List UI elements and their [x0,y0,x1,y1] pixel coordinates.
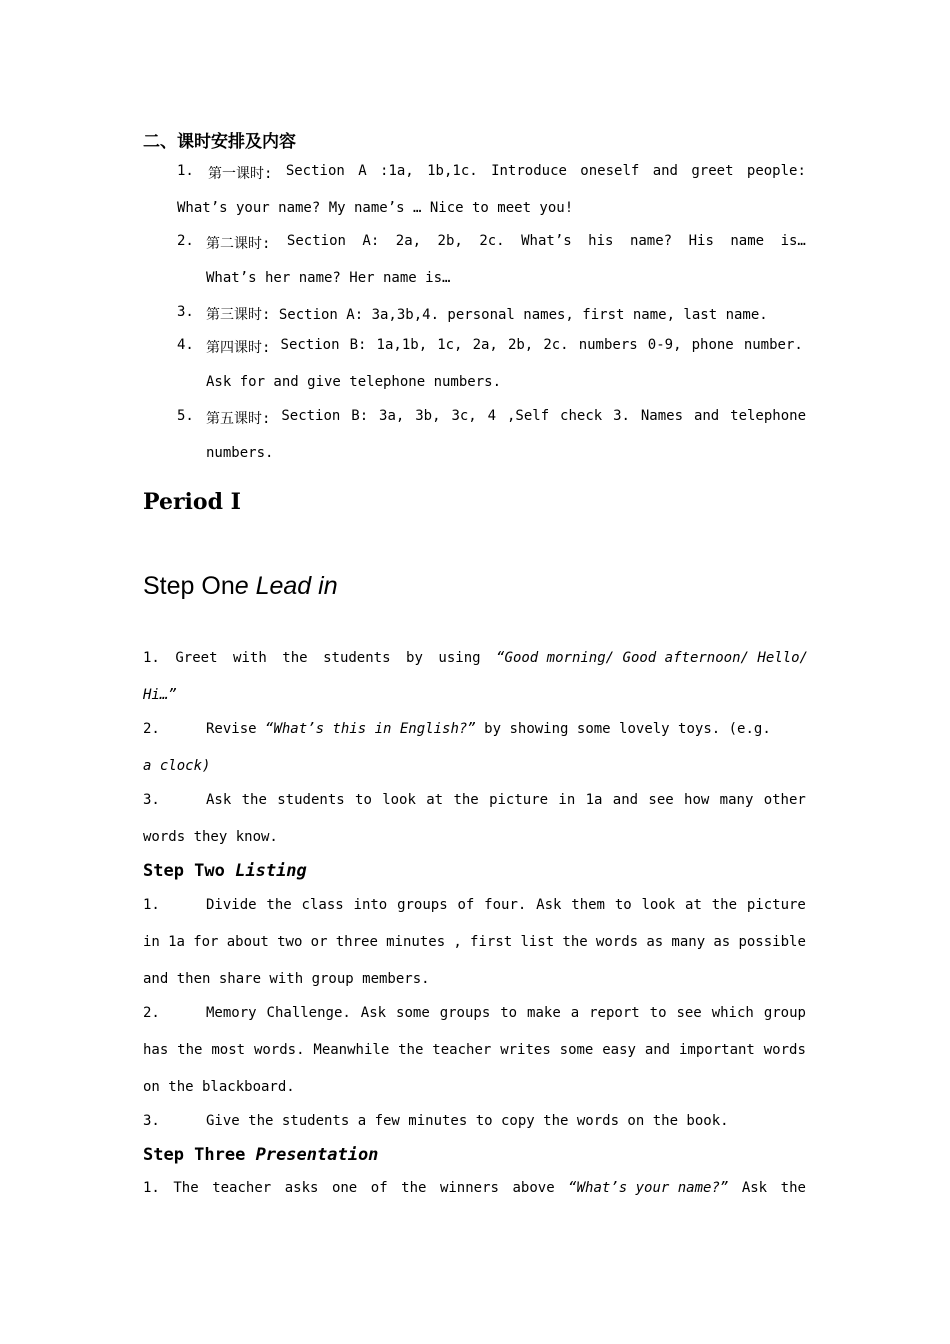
word: list [520,934,555,950]
word: groups [439,1005,491,1021]
word: to [500,1005,518,1021]
word: four. [484,897,527,913]
word: class [301,897,344,913]
word: a [570,1005,580,1021]
schedule-item-2-line1 [206,233,806,253]
word: and [652,163,678,179]
word: at [685,897,702,913]
word: Ask [360,1005,387,1021]
word: as [646,934,664,950]
word: phone [691,337,734,353]
lead-in-item-2-rest: by showing some lovely toys. (e.g. [484,721,771,737]
lead-in-item-2-number: 2. [143,721,160,737]
word: telephone [730,408,806,424]
schedule-item-2-number: 2. [177,233,194,249]
word: picture [746,897,806,913]
section-heading: 二、课时安排及内容 [143,132,296,152]
word: minutes [386,934,446,950]
word: Section [286,233,346,249]
listing-item-3-line1: Give the students a few minutes to copy the words on the book. [206,1113,729,1129]
word: the [177,1042,203,1058]
word: groups [397,897,448,913]
word: His [688,233,714,249]
listing-item-2-line3: on the blackboard. [143,1079,295,1095]
step-one-heading [143,572,338,601]
word: of [457,897,475,913]
word: words [763,1042,806,1058]
schedule-item-1-number: 1. [177,163,194,179]
word: 0-9, [647,337,682,353]
word: Greet [175,650,218,666]
step-one-italic: e Lead in [234,572,338,600]
word: and [644,1042,671,1058]
word: easy [602,1042,636,1058]
word: Section [281,408,341,424]
word: his [588,233,614,249]
schedule-item-1-line2: What’s your name? My name’s … Nice to meet you! [177,200,574,216]
word: with [233,650,267,666]
word: the [398,1042,424,1058]
word: about [226,934,269,950]
word: Section [280,337,340,353]
word: in [558,792,576,808]
word: above [512,1180,555,1196]
word: 第二课时: [206,236,271,252]
schedule-item-3-number: 3. [177,304,194,320]
word: look [382,792,416,808]
word: 第五课时: [206,411,271,427]
word: the [241,792,267,808]
schedule-item-2-line2: What’s her name? Her name is… [206,270,451,286]
listing-item-2-line1 [206,1005,806,1021]
presentation-item-1-line1 [143,1180,806,1196]
step-three-plain: Step Three [143,1145,256,1165]
word: the [401,1180,427,1196]
word: at [426,792,444,808]
word: writes [500,1042,551,1058]
word: 1a,1b, [376,337,428,353]
word: two [277,934,303,950]
word: some [559,1042,594,1058]
period-title: Period Ⅰ [143,489,241,515]
word: oneself [580,163,640,179]
schedule-item-4-number: 4. [177,337,194,353]
word: important [679,1042,755,1058]
step-two-heading [143,861,307,881]
word: is… [780,233,806,249]
word: into [353,897,388,913]
word: 2b, [437,233,463,249]
word: to [649,1005,667,1021]
word: first [470,934,513,950]
word: the [282,650,308,666]
word: many [719,792,754,808]
word: B: [351,408,369,424]
word: Memory [206,1005,257,1021]
word: 2a, [395,233,422,249]
word: 1a [585,792,603,808]
word: the [562,934,588,950]
word: 3. [613,408,630,424]
lead-in-item-3-line2: words they know. [143,829,278,845]
schedule-item-5-number: 5. [177,408,194,424]
word: number. [743,337,803,353]
word: 第一课时: [208,166,273,182]
word: asks [284,1180,319,1196]
presentation-item-1-quote: “What’s your name?” [568,1180,729,1196]
word: has [143,1042,169,1058]
word: as [713,934,731,950]
schedule-item-3-line1: 第三课时: Section A: 3a,3b,4. personal names, first name, last name. [206,307,768,323]
word: see [648,792,674,808]
word: 2b, [507,337,534,353]
word: words. [253,1042,305,1058]
word: 2a, [472,337,498,353]
word: them [571,897,605,913]
word: 3b, [415,408,441,424]
word: people: [746,163,806,179]
word: Ask [741,1180,768,1196]
schedule-item-4-line1 [206,337,803,357]
word: A [358,163,367,179]
schedule-item-1-line1 [208,163,806,183]
word: greet [691,163,734,179]
word: words [595,934,639,950]
word: 3c, [451,408,477,424]
word: Meanwhile [313,1042,390,1058]
word: 2c. [543,337,569,353]
schedule-item-4-line2: Ask for and give telephone numbers. [206,374,502,390]
word: using [438,650,481,666]
word: the [453,792,479,808]
word: Introduce [491,163,567,179]
word: and [693,408,720,424]
word: ,Self [506,408,550,424]
word: name? [629,233,673,249]
word: see [676,1005,702,1021]
word: many [671,934,706,950]
word: 第四课时: [206,340,271,356]
word: , [453,934,462,950]
word: A: [362,233,380,249]
word: Section [285,163,345,179]
lead-in-item-2-verb: Revise [206,721,257,737]
word: to [355,792,372,808]
lead-in-item-1-quote: “Good morning/ Good afternoon/ Hello/ [496,650,808,666]
word: group [763,1005,806,1021]
word: check [560,408,603,424]
lead-in-item-2-quote: “What’s this in English?” [265,721,476,737]
word: some [396,1005,430,1021]
lead-in-item-3-number: 3. [143,792,160,808]
listing-item-2-line2 [143,1042,806,1058]
word: B: [349,337,367,353]
word: 4 [487,408,497,424]
word: make [527,1005,561,1021]
word: the [780,1180,806,1196]
listing-item-1-number: 1. [143,897,160,913]
listing-item-1-line3: and then share with group members. [143,971,430,987]
word: 1a [168,934,185,950]
lead-in-item-2-line2 [143,758,210,774]
word: 3a, [379,408,405,424]
word: 2c. [479,233,505,249]
word: students [277,792,345,808]
word: the [711,897,738,913]
word: Ask [536,897,562,913]
word: or [310,934,328,950]
word: the [266,897,292,913]
word: teacher [432,1042,492,1058]
presentation-item-1-number: 1. [143,1180,160,1196]
word: What’s [521,233,572,249]
word: Ask [206,792,232,808]
word: for [193,934,219,950]
word: three [335,934,378,950]
lead-in-item-1-number: 1. [143,650,160,666]
word: teacher [212,1180,272,1196]
schedule-item-5-line2: numbers. [206,445,274,461]
word: The [173,1180,199,1196]
word: 1c, [437,337,463,353]
step-one-plain: Step On [143,572,235,600]
word: how [684,792,710,808]
lead-in-item-2-line1 [206,721,771,737]
lead-in-item-1-line1 [143,650,808,666]
word: of [370,1180,388,1196]
word: one [331,1180,358,1196]
word: Challenge. [266,1005,351,1021]
lead-in-item-3-line1 [206,792,806,808]
word: which [711,1005,754,1021]
word: and [612,792,639,808]
step-three-italic: Presentation [255,1145,379,1165]
word: Names [640,408,684,424]
word: :1a, [380,163,414,179]
word: report [589,1005,640,1021]
word: 1b,1c. [427,163,478,179]
listing-item-1-line1 [206,897,806,913]
word: students [323,650,391,666]
word: most [211,1042,246,1058]
word: look [641,897,676,913]
listing-item-2-number: 2. [143,1005,160,1021]
lead-in-item-1-quote-end: Hi…” [143,687,177,703]
word: by [406,650,423,666]
word: possible [738,934,806,950]
listing-item-1-line2 [143,934,806,950]
word: in [143,934,160,950]
word: numbers [578,337,638,353]
word: picture [489,792,549,808]
lead-in-item-1-line2 [143,687,177,703]
word: name [730,233,765,249]
lead-in-item-2-example: a clock) [143,758,211,774]
schedule-item-5-line1 [206,408,806,428]
step-two-plain: Step Two [143,861,236,881]
word: to [614,897,632,913]
word: other [763,792,806,808]
listing-item-3-number: 3. [143,1113,160,1129]
step-three-heading [143,1145,378,1165]
word: winners [439,1180,499,1196]
step-two-italic: Listing [235,861,307,881]
word: Divide [206,897,257,913]
